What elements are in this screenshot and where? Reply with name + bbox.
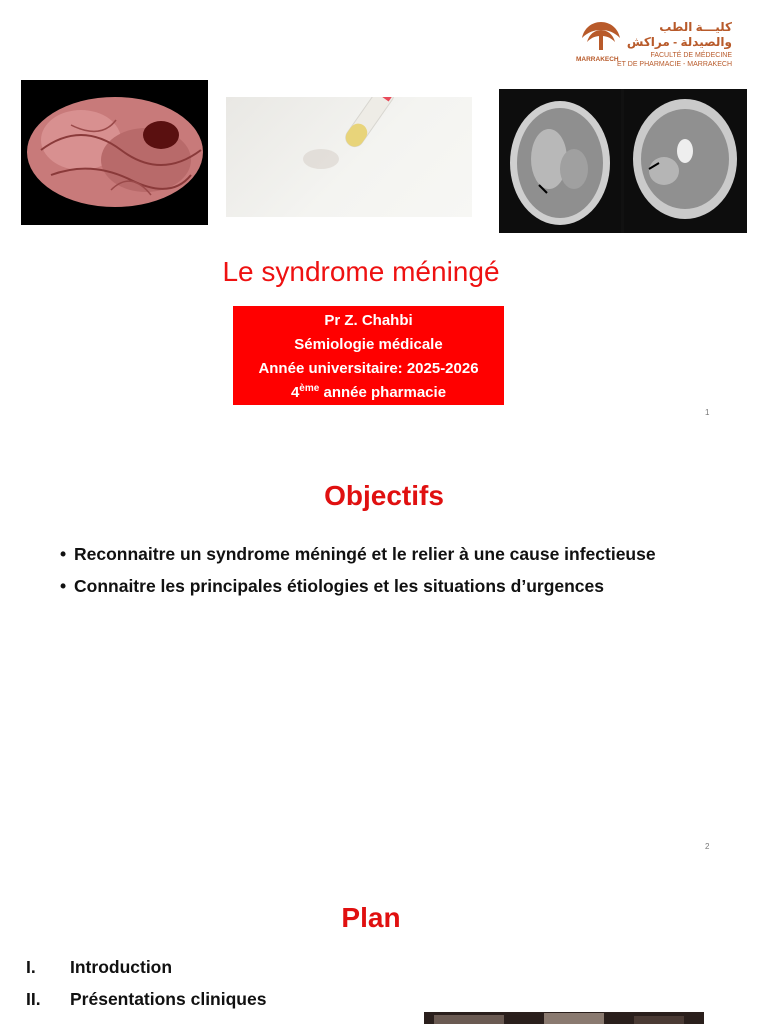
academic-year: Année universitaire: 2025-2026: [258, 360, 479, 377]
logo-city: MARRAKECH: [576, 56, 619, 63]
logo-french-line1: FACULTÉ DE MÉDECINE: [650, 52, 732, 59]
page-number-2: 2: [705, 842, 710, 851]
logo-arabic-line2: والصيدلة - مراكش: [626, 35, 732, 49]
presenter-info-box: [233, 306, 504, 405]
slide3-title: Plan: [341, 902, 401, 933]
slide2-title: Objectifs: [324, 480, 444, 511]
study-year: 4ème année pharmacie: [290, 383, 447, 401]
list-item: II. Présentations cliniques: [26, 989, 267, 1009]
slide1-title: Le syndrome méningé: [222, 256, 500, 287]
logo-french-line2: ET DE PHARMACIE - MARRAKECH: [617, 61, 732, 68]
mri-scan-images: [499, 89, 747, 233]
list-item: • Connaitre les principales étiologies et les situations d’urgences: [60, 576, 605, 596]
logo-arabic-line1: كليـــة الطب: [659, 20, 732, 34]
csf-tube-photo: [226, 97, 472, 217]
room-photo: [424, 1012, 704, 1024]
brain-photo: [21, 80, 208, 225]
list-item: • Reconnaitre un syndrome méningé et le relier à une cause infectieuse: [60, 544, 656, 564]
course-name: Sémiologie médicale: [294, 336, 443, 353]
faculty-logo: [574, 16, 734, 76]
presenter-name: Pr Z. Chahbi: [324, 312, 413, 329]
objectives-list: [60, 540, 760, 604]
list-item: I. Introduction: [26, 957, 173, 977]
plan-list: [26, 953, 406, 1017]
page-number-1: 1: [705, 408, 710, 417]
